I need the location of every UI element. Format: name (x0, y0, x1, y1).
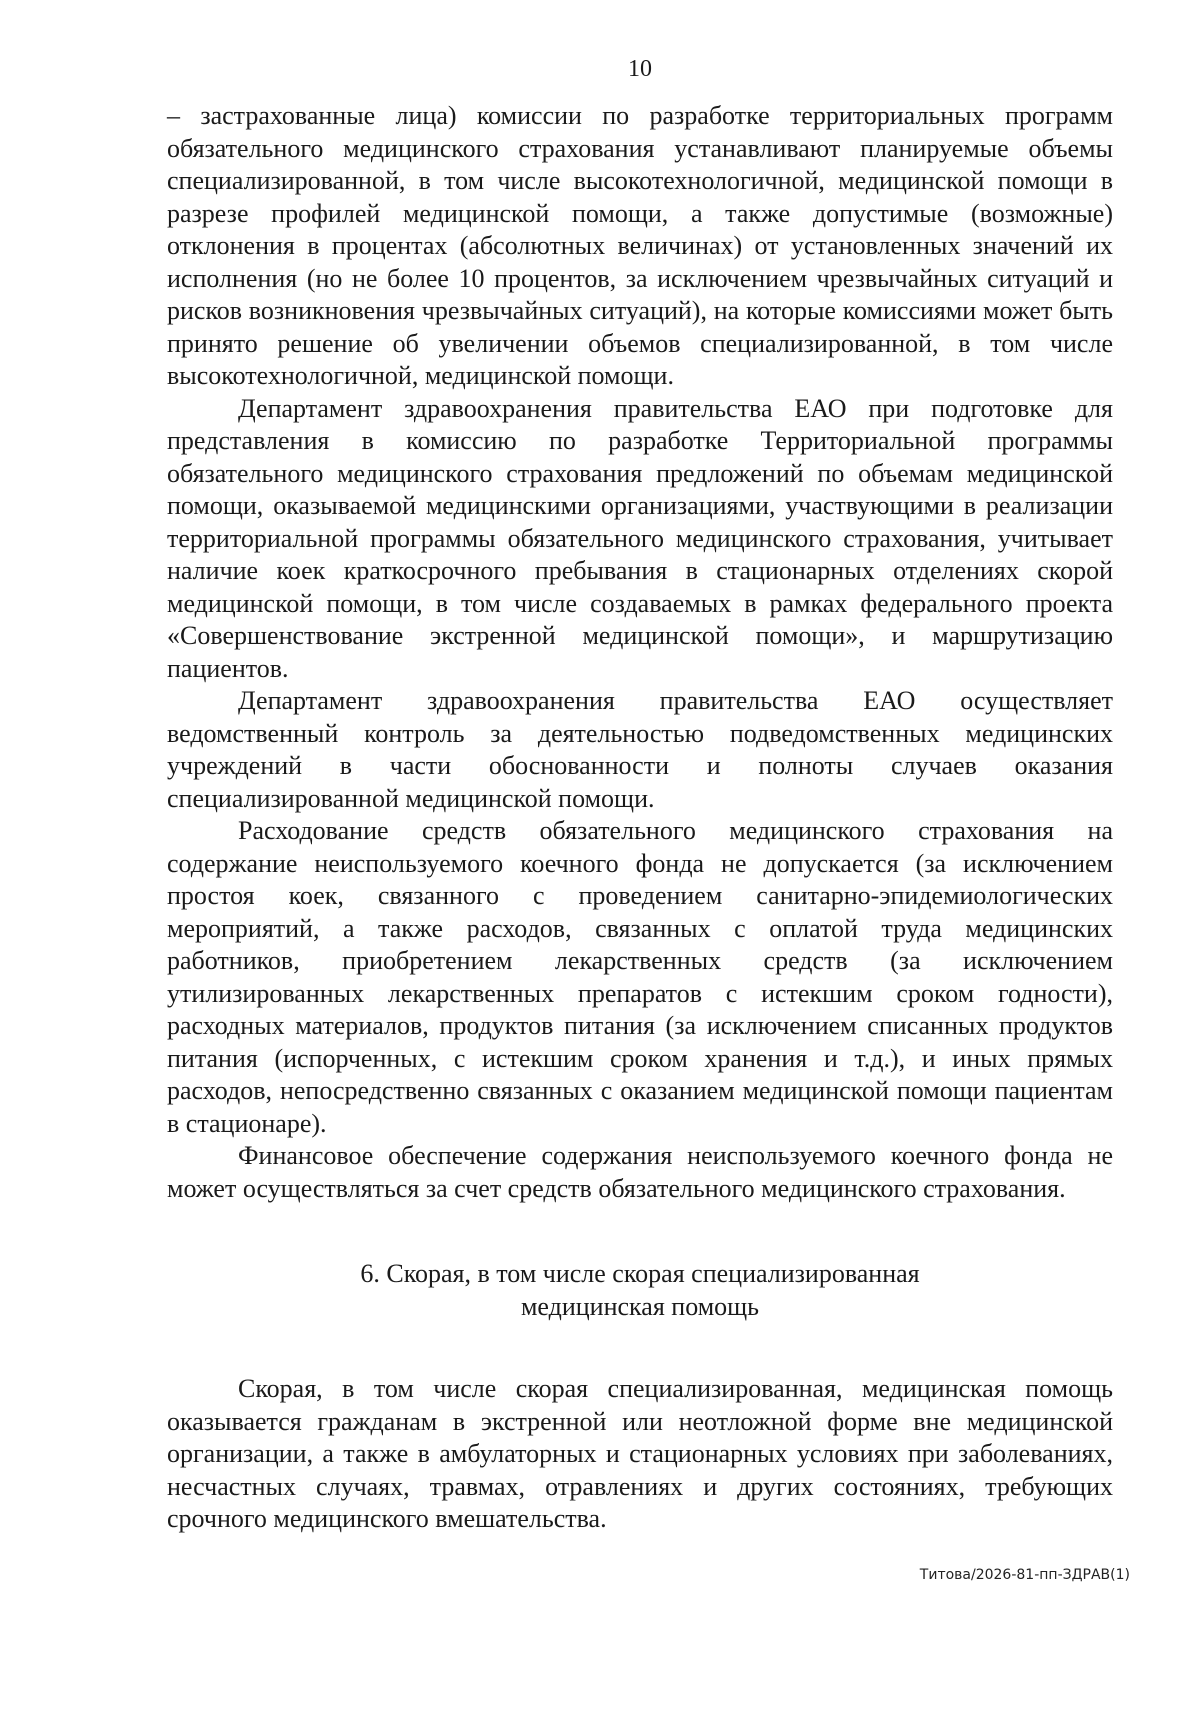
document-body (167, 100, 1113, 1536)
document-footer-code: Титова/2026-81-пп-ЗДРАВ(1) (919, 1567, 1130, 1583)
paragraph: Финансовое обеспечение содержания неиспользуемого коечного фонда не может осуществляться за счет средств обязательного медицинского страхования. (167, 1141, 1113, 1203)
section-heading-line-1: 6. Скорая, в том числе скорая специализированная (360, 1259, 920, 1288)
paragraph-continuation: – застрахованные лица) комиссии по разработке территориальных программ обязательного медицинского страхования устанавливают планируемые объемы специализированной, в том числе высокотехнологичной, медицинской помощи в разрезе профилей медицинской помощи, а также допустимые (возможные) отклонения в процентах (абсолютных величинах) от установленных значений их исполнения (но не более 10 процентов, за исключением чрезвычайных ситуаций и рисков возникновения чрезвычайных ситуаций), на которые комиссиями может быть принято решение об увеличении объемов специализированной, в том числе высокотехнологичной, медицинской помощи. (167, 101, 1113, 390)
paragraph: Департамент здравоохранения правительства ЕАО осуществляет ведомственный контроль за деятельностью подведомственных медицинских учреждений в части обоснованности и полноты случаев оказания специализированной медицинской помощи. (167, 686, 1113, 813)
paragraph: Департамент здравоохранения правительства ЕАО при подготовке для представления в комиссию по разработке Территориальной программы обязательного медицинского страхования предложений по объемам медицинской помощи, оказываемой медицинскими организациями, участвующими в реализации территориальной программы обязательного медицинского страхования, учитывает наличие коек краткосрочного пребывания в стационарных отделениях скорой медицинской помощи, в том числе создаваемых в рамках федерального проекта «Совершенствование экстренной медицинской помощи», и маршрутизацию пациентов. (167, 393, 1113, 683)
section-paragraph: Скорая, в том числе скорая специализированная, медицинская помощь оказывается гражданам в экстренной или неотложной форме вне медицинской организации, а также в амбулаторных и стационарных условиях при заболеваниях, несчастных случаях, травмах, отравлениях и других состояниях, требующих срочного медицинского вмешательства. (167, 1374, 1113, 1533)
section-heading (167, 1257, 1113, 1323)
section-heading-line-2: медицинская помощь (520, 1292, 760, 1321)
paragraph: Расходование средств обязательного медицинского страхования на содержание неиспользуемого коечного фонда не допускается (за исключением простоя коек, связанного с проведением санитарно-эпидемиологических мероприятий, а также расходов, связанных с оплатой труда медицинских работников, приобретением лекарственных средств (за исключением утилизированных лекарственных препаратов с истекшим сроком годности), расходных материалов, продуктов питания (за исключением списанных продуктов питания (испорченных, с истекшим сроком хранения и т.д.), и иных прямых расходов, непосредственно связанных с оказанием медицинской помощи пациентам в стационаре). (167, 816, 1113, 1138)
page-number: 10 (628, 56, 652, 82)
